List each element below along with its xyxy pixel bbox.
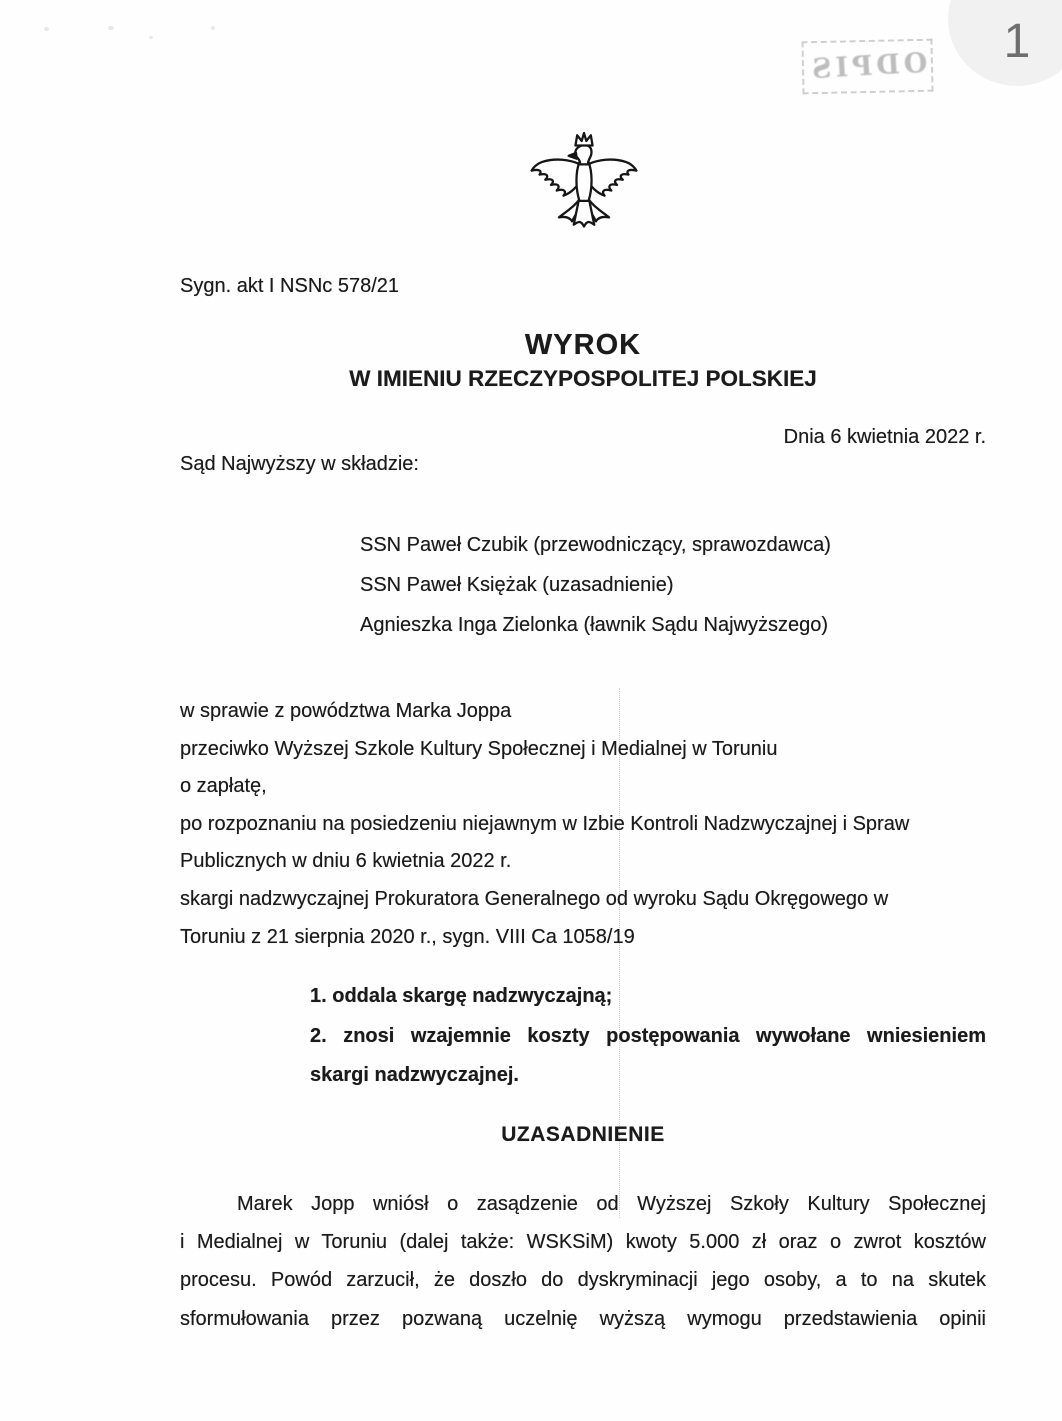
judge-line: SSN Paweł Czubik (przewodniczący, sprawozdawca): [360, 534, 831, 556]
odpis-stamp-text: ODPIS: [807, 47, 928, 86]
text-line: sformułowania przez pozwaną uczelnię wyższą wymogu przedstawienia opinii: [180, 1307, 986, 1330]
text-line: Toruniu z 21 sierpnia 2020 r., sygn. VIII Ca 1058/19: [180, 925, 635, 948]
judgment-date: Dnia 6 kwietnia 2022 r.: [783, 426, 986, 448]
text-line: Publicznych w dniu 6 kwietnia 2022 r.: [180, 850, 512, 873]
text-line: o zapłatę,: [180, 775, 267, 798]
text-line: w sprawie z powództwa Marka Joppa: [180, 700, 512, 722]
text-line: procesu. Powód zarzucił, że doszło do dyskryminacji jego osoby, a to na skutek: [180, 1269, 986, 1292]
ruling-block: [310, 977, 986, 1096]
text-line: przeciwko Wyższej Szkole Kultury Społecznej i Medialnej w Toruniu: [180, 737, 778, 760]
scan-speck: [149, 36, 153, 39]
case-reference: Sygn. akt I NSNc 578/21: [180, 275, 400, 297]
judge-line: Agnieszka Inga Zielonka (ławnik Sądu Najwyższego): [360, 614, 829, 636]
text-line: po rozpoznaniu na posiedzeniu niejawnym w Izbie Kontroli Nadzwyczajnej i Spraw: [180, 812, 910, 835]
judges-list: [360, 525, 831, 645]
text-line: skargi nadzwyczajnej Prokuratora Generalnego od wyroku Sądu Okręgowego w: [180, 887, 889, 910]
case-intro: [180, 693, 988, 956]
justification-heading: UZASADNIENIE: [501, 1123, 665, 1146]
scan-speck: [211, 26, 215, 30]
judgment-title: WYROK: [524, 329, 642, 361]
page-number-badge: [948, 0, 1062, 86]
scan-speck: [108, 26, 114, 30]
polish-eagle-icon: [527, 128, 641, 252]
page-number: 1: [1003, 14, 1031, 68]
ruling-line: skargi nadzwyczajnej.: [310, 1064, 519, 1087]
judgment-subtitle: W IMIENIU RZECZYPOSPOLITEJ POLSKIEJ: [349, 366, 817, 391]
court-panel-intro: Sąd Najwyższy w składzie:: [180, 453, 419, 475]
scan-speck: [44, 27, 49, 31]
judge-line: SSN Paweł Księżak (uzasadnienie): [360, 574, 674, 596]
text-line: i Medialnej w Toruniu (dalej także: WSKSiM) kwoty 5.000 zł oraz o zwrot kosztów: [180, 1231, 986, 1254]
ruling-line: 2. znosi wzajemnie koszty postępowania wywołane wniesieniem: [310, 1024, 986, 1047]
odpis-stamp: [801, 39, 933, 95]
text-line: Marek Jopp wniósł o zasądzenie od Wyższej Szkoły Kultury Społecznej: [237, 1193, 986, 1215]
justification-paragraph: [180, 1185, 986, 1338]
ruling-line: 1. oddala skargę nadzwyczajną;: [310, 985, 613, 1007]
